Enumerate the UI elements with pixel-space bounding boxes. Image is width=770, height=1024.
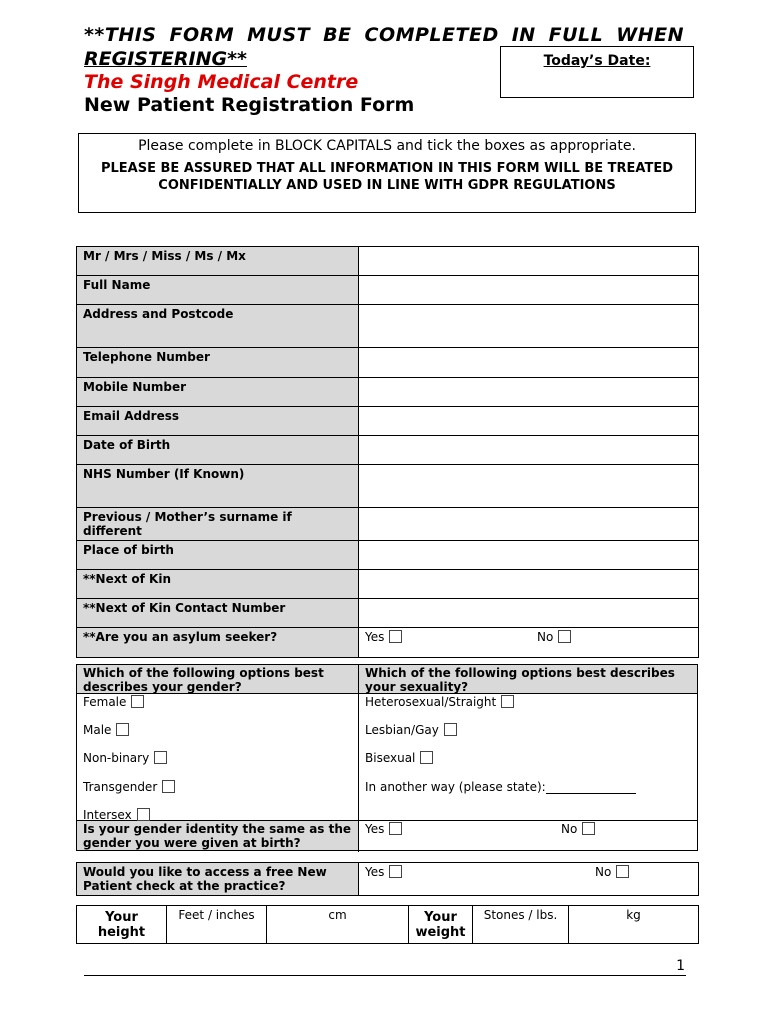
gender-identity-yes-checkbox[interactable] [389, 822, 402, 835]
health-check-yes-label: Yes [365, 865, 385, 879]
label-nhs: NHS Number (If Known) [77, 465, 359, 508]
gender-identity-no-checkbox[interactable] [582, 822, 595, 835]
gender-female-checkbox[interactable] [131, 695, 144, 708]
personal-details-table [76, 246, 699, 658]
health-check-no-label: No [595, 865, 612, 879]
label-dob: Date of Birth [77, 436, 359, 465]
weight-unit-stones: Stones / lbs. [483, 908, 558, 922]
input-telephone[interactable] [359, 348, 699, 378]
height-unit-cm: cm [328, 908, 347, 922]
weight-kg-input[interactable] [569, 906, 699, 944]
input-birthplace[interactable] [359, 541, 699, 570]
gender-identity-no-label: No [561, 822, 578, 836]
input-mobile[interactable] [359, 378, 699, 407]
asylum-no-checkbox[interactable] [558, 630, 571, 643]
input-email[interactable] [359, 407, 699, 436]
input-address[interactable] [359, 305, 699, 348]
sexuality-option-heterosexual: Heterosexual/Straight [365, 695, 497, 709]
label-title: Mr / Mrs / Miss / Ms / Mx [77, 247, 359, 276]
asylum-no-label: No [537, 630, 554, 644]
label-nok-contact: **Next of Kin Contact Number [77, 599, 359, 628]
sexuality-lesbian-gay-checkbox[interactable] [444, 723, 457, 736]
gender-non-binary-checkbox[interactable] [154, 751, 167, 764]
input-dob[interactable] [359, 436, 699, 465]
sexuality-question: Which of the following options best describes your sexuality? [365, 666, 675, 694]
page-number: 1 [676, 958, 685, 974]
sexuality-heterosexual-checkbox[interactable] [501, 695, 514, 708]
health-check-no-checkbox[interactable] [616, 865, 629, 878]
label-email: Email Address [77, 407, 359, 436]
gender-transgender-checkbox[interactable] [162, 780, 175, 793]
sexuality-option-lesbian-gay: Lesbian/Gay [365, 723, 439, 737]
practice-name: The Singh Medical Centre [84, 71, 359, 93]
label-asylum: **Are you an asylum seeker? [77, 628, 359, 658]
header-warning-line2: REGISTERING** [84, 48, 247, 70]
weight-label: Your weight [409, 906, 473, 944]
gender-option-transgender: Transgender [83, 780, 158, 794]
gender-intersex-checkbox[interactable] [137, 808, 150, 821]
input-next-of-kin[interactable] [359, 570, 699, 599]
health-check-yes-checkbox[interactable] [389, 865, 402, 878]
gender-identity-yes-label: Yes [365, 822, 385, 836]
gender-option-non-binary: Non-binary [83, 751, 150, 765]
input-full-name[interactable] [359, 276, 699, 305]
height-label: Your height [77, 906, 167, 944]
measurements-table [76, 905, 699, 944]
header-warning-line1: **THIS FORM MUST BE COMPLETED IN FULL WHEN [84, 24, 684, 46]
gender-option-intersex: Intersex [83, 808, 132, 822]
sexuality-option-other: In another way (please state): [365, 780, 546, 794]
gender-option-female: Female [83, 695, 127, 709]
health-check-question: Would you like to access a free New Patient check at the practice? [77, 863, 359, 896]
height-feet-input[interactable] [167, 906, 267, 944]
notice-instructions: Please complete in BLOCK CAPITALS and tick the boxes as appropriate. [138, 138, 636, 154]
todays-date-label: Today’s Date: [543, 53, 651, 69]
label-full-name: Full Name [77, 276, 359, 305]
label-birthplace: Place of birth [77, 541, 359, 570]
asylum-yes-label: Yes [365, 630, 385, 644]
input-nhs[interactable] [359, 465, 699, 508]
asylum-options [359, 628, 699, 658]
gender-sexuality-block [76, 664, 698, 851]
sexuality-bisexual-checkbox[interactable] [420, 751, 433, 764]
weight-unit-kg: kg [626, 908, 641, 922]
input-nok-contact[interactable] [359, 599, 699, 628]
label-next-of-kin: **Next of Kin [77, 570, 359, 599]
sexuality-option-bisexual: Bisexual [365, 751, 416, 765]
label-mobile: Mobile Number [77, 378, 359, 407]
label-prev-surname: Previous / Mother’s surname if different [77, 508, 359, 541]
form-title: New Patient Registration Form [84, 94, 415, 116]
gender-option-male: Male [83, 723, 112, 737]
health-check-table [76, 862, 699, 896]
input-prev-surname[interactable] [359, 508, 699, 541]
gender-question: Which of the following options best describes your gender? [83, 666, 324, 694]
label-telephone: Telephone Number [77, 348, 359, 378]
height-unit-feet: Feet / inches [178, 908, 255, 922]
weight-stones-input[interactable] [473, 906, 569, 944]
height-cm-input[interactable] [267, 906, 409, 944]
gender-male-checkbox[interactable] [116, 723, 129, 736]
asylum-yes-checkbox[interactable] [389, 630, 402, 643]
notice-gdpr: PLEASE BE ASSURED THAT ALL INFORMATION IN THIS FORM WILL BE TREATED CONFIDENTIALLY AND USED IN LINE WITH GDPR REGULATIONS [100, 161, 673, 193]
footer-divider [84, 975, 686, 976]
sexuality-other-input[interactable] [546, 781, 636, 794]
label-address: Address and Postcode [77, 305, 359, 348]
health-check-options [359, 863, 699, 896]
notice-box [78, 133, 696, 213]
todays-date-box[interactable] [500, 46, 694, 98]
gender-identity-question: Is your gender identity the same as the gender you were given at birth? [83, 822, 352, 850]
input-title[interactable] [359, 247, 699, 276]
